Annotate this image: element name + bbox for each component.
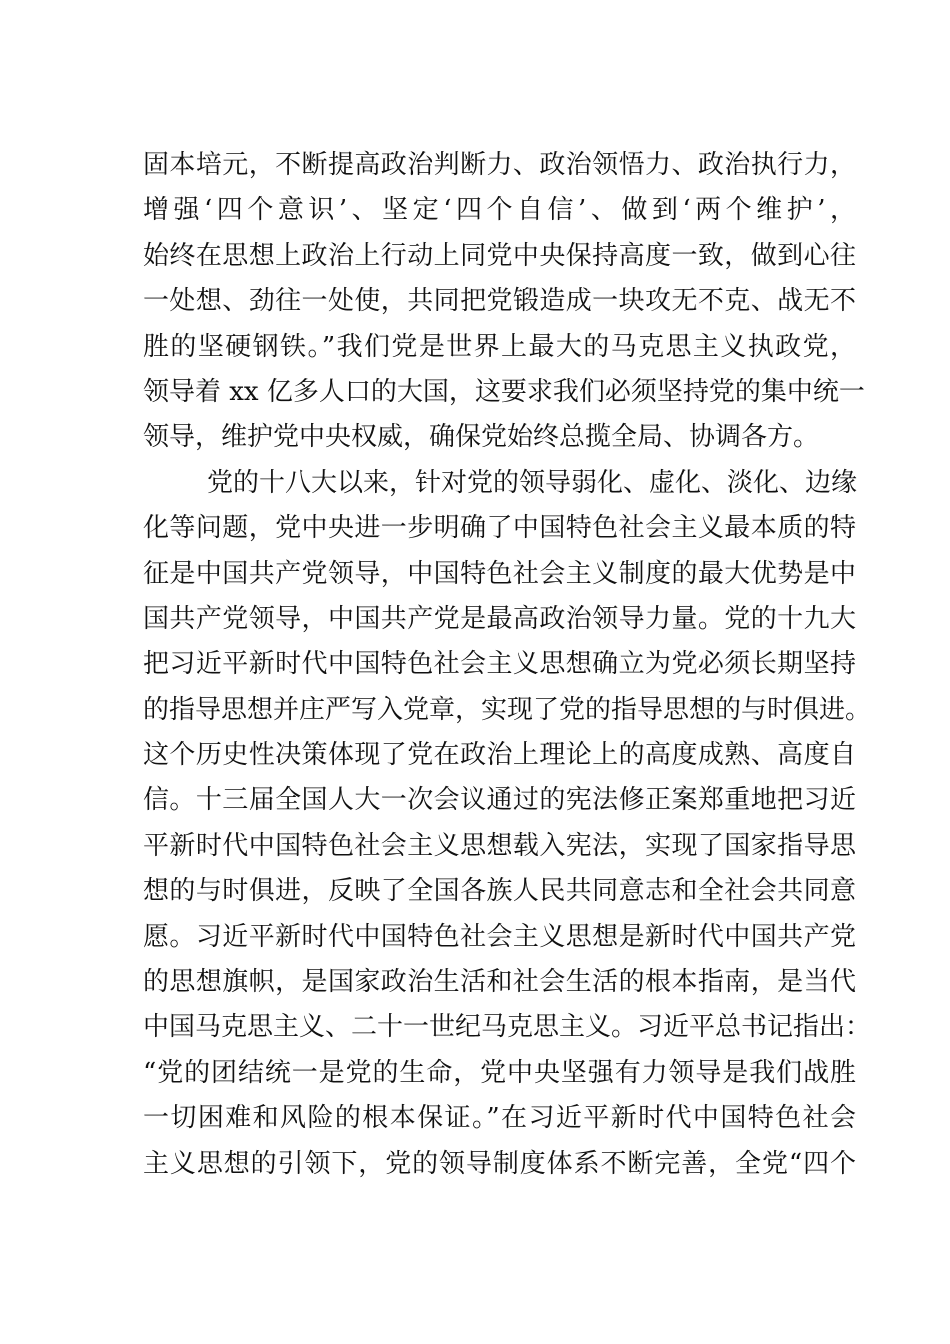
text-line: “党的团结统一是党的生命，党中央坚强有力领导是我们战胜 xyxy=(143,1057,856,1088)
text-line: 平新时代中国特色社会主义思想载入宪法，实现了国家指导思 xyxy=(143,830,856,861)
text-line: 信。十三届全国人大一次会议通过的宪法修正案郑重地把习近 xyxy=(143,785,856,816)
text-line: 化等问题，党中央进一步明确了中国特色社会主义最本质的特 xyxy=(143,513,856,544)
text-line: 胜的坚硬钢铁。”我们党是世界上最大的马克思主义执政党， xyxy=(143,331,856,362)
text-line: 增强‘四个意识’、坚定‘四个自信’、做到‘两个维护’， xyxy=(143,195,856,226)
text-line: 固本培元，不断提高政治判断力、政治领悟力、政治执行力， xyxy=(143,150,856,180)
text-line: 把习近平新时代中国特色社会主义思想确立为党必须长期坚持 xyxy=(143,649,856,680)
text-line: 愿。习近平新时代中国特色社会主义思想是新时代中国共产党 xyxy=(143,921,856,952)
body-text xyxy=(143,147,872,1191)
text-line: 一处想、劲往一处使，共同把党锻造成一块攻无不克、战无不 xyxy=(143,286,856,317)
text-line: 的指导思想并庄严写入党章，实现了党的指导思想的与时俱进。 xyxy=(143,694,872,725)
text-line: 一切困难和风险的根本保证。”在习近平新时代中国特色社会 xyxy=(143,1103,856,1134)
paragraph-start-line: 党的十八大以来，针对党的领导弱化、虚化、淡化、边缘 xyxy=(207,467,858,498)
text-line: 征是中国共产党领导，中国特色社会主义制度的最大优势是中 xyxy=(143,558,856,589)
text-line: 中国马克思主义、二十一世纪马克思主义。习近平总书记指出： xyxy=(143,1012,872,1043)
text-line: 的思想旗帜，是国家政治生活和社会生活的根本指南，是当代 xyxy=(143,967,856,998)
text-line: 领导着 xx 亿多人口的大国，这要求我们必须坚持党的集中统一 xyxy=(143,376,865,407)
text-line: 这个历史性决策体现了党在政治上理论上的高度成熟、高度自 xyxy=(143,740,856,771)
text-line: 主义思想的引领下，党的领导制度体系不断完善，全党“四个 xyxy=(143,1148,856,1179)
text-line: 领导，维护党中央权威，确保党始终总揽全局、协调各方。 xyxy=(143,422,820,453)
text-line: 国共产党领导，中国共产党是最高政治领导力量。党的十九大 xyxy=(143,603,856,634)
text-line: 想的与时俱进，反映了全国各族人民共同意志和全社会共同意 xyxy=(143,876,856,907)
text-line: 始终在思想上政治上行动上同党中央保持高度一致，做到心往 xyxy=(143,240,856,271)
